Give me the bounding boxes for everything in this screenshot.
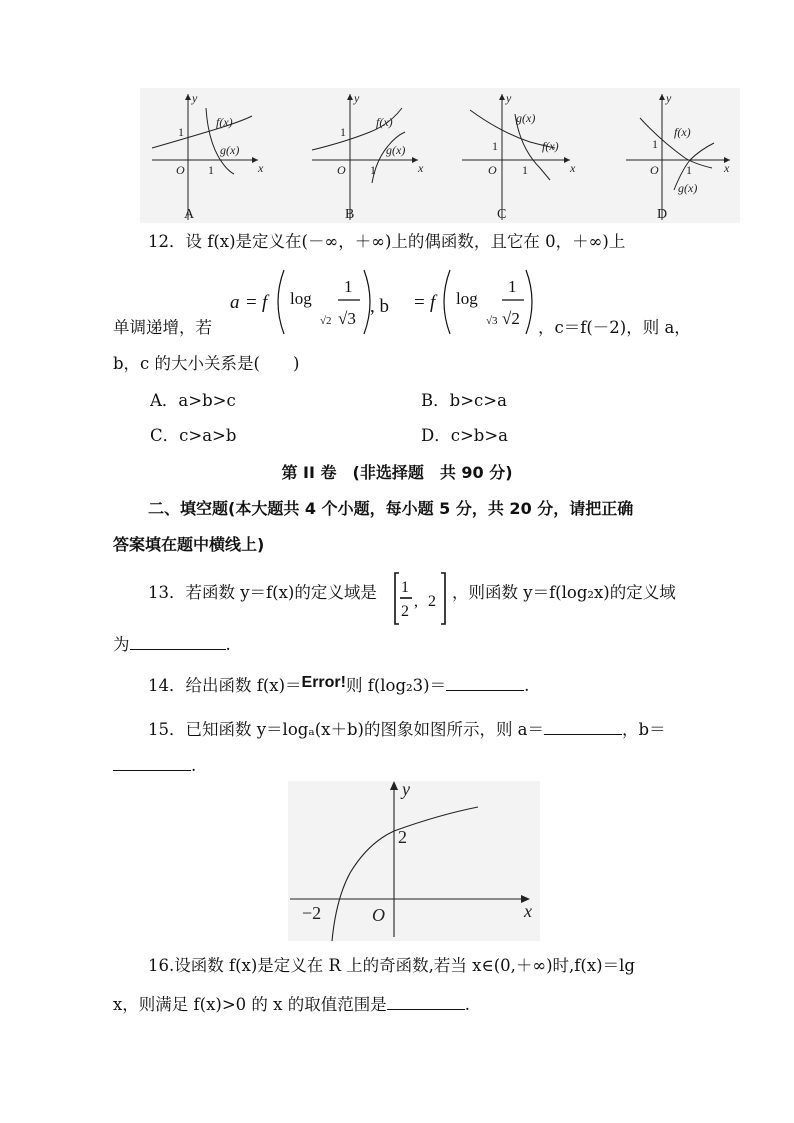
q12-option-c: C．c>a>b	[150, 426, 237, 445]
graph-b-origin: O	[337, 163, 346, 177]
graph-d-f: f(x)	[674, 125, 691, 139]
q15-neg-two-label: −2	[302, 903, 322, 923]
q15-x-label: x	[524, 901, 532, 921]
q12-option-d: D．c>b>a	[421, 426, 509, 445]
svg-text:1: 1	[344, 277, 353, 296]
q13-post: ，则函数 y＝f(log₂x)的定义域	[452, 583, 676, 602]
graph-b-one-x: 1	[370, 163, 376, 177]
graph-a-x: x	[258, 161, 264, 175]
graph-c-letter: C	[497, 207, 507, 222]
q16-line2-post: .	[464, 995, 470, 1014]
graph-d-one-y: 1	[652, 137, 658, 151]
graph-a-one-x: 1	[208, 163, 214, 177]
graph-c-x: x	[570, 161, 576, 175]
svg-text:√3: √3	[486, 315, 498, 327]
q16-line2	[113, 995, 470, 1014]
svg-text:=: =	[414, 292, 425, 313]
q14-answer-blank[interactable]	[446, 676, 524, 691]
graph-d-origin: O	[650, 163, 659, 177]
graph-c-y: y	[506, 91, 512, 105]
graph-b-y: y	[354, 91, 360, 105]
q15-graph	[288, 781, 540, 941]
svg-text:, b: , b	[370, 296, 389, 317]
svg-text:1: 1	[508, 277, 517, 296]
graph-d-letter: D	[657, 207, 668, 222]
svg-text:a: a	[230, 292, 240, 313]
graph-b-one-y: 1	[340, 125, 346, 139]
svg-text:√2: √2	[320, 315, 332, 327]
graph-b-letter: B	[345, 207, 355, 222]
graph-options-figure	[140, 88, 740, 223]
svg-text:√2: √2	[502, 309, 520, 328]
svg-text:2: 2	[428, 593, 436, 610]
graph-d-one-x: 1	[686, 163, 692, 177]
graph-b-x: x	[418, 161, 424, 175]
q13-line2: 为 .	[113, 635, 231, 654]
graph-a-origin: O	[176, 163, 185, 177]
q15-line1-mid: ，b＝	[622, 720, 666, 739]
graph-a-f: f(x)	[216, 115, 233, 129]
graph-c-g: g(x)	[516, 111, 536, 125]
q16-line2-pre: x，则满足 f(x)>0 的 x 的取值范围是	[113, 995, 387, 1014]
graph-b-f: f(x)	[376, 115, 393, 129]
q14-pre: 14．给出函数 f(x)＝	[148, 676, 302, 695]
section-heading-line2: 答案填在题中横线上)	[113, 535, 265, 554]
svg-text:2: 2	[401, 603, 409, 620]
q15-two-label: 2	[398, 827, 407, 847]
graph-c-origin: O	[488, 163, 497, 177]
q15-b-blank[interactable]	[113, 756, 191, 771]
q12-option-b: B．b>c>a	[421, 391, 507, 410]
graph-d-g: g(x)	[678, 181, 698, 195]
svg-text:1: 1	[401, 579, 409, 596]
q15-line1	[148, 720, 666, 739]
graph-d-y: y	[666, 91, 672, 105]
q15-line1-pre: 15．已知函数 y＝logₐ(x＋b)的图象如图所示，则 a＝	[148, 720, 545, 739]
q12-formula	[228, 266, 538, 338]
q14-post: 则 f(log₂3)＝	[345, 676, 447, 695]
q15-line2: .	[113, 756, 196, 775]
section-heading-line1: 二、填空题(本大题共 4 个小题，每小题 5 分，共 20 分，请把正确	[148, 499, 634, 518]
q12-line3: b，c 的大小关系是( )	[113, 354, 300, 373]
svg-text:f: f	[430, 292, 436, 313]
graph-b-g: g(x)	[386, 143, 406, 157]
graph-c-one-x: 1	[522, 163, 528, 177]
graph-a-y: y	[192, 91, 198, 105]
section-title: 第 II 卷 (非选择题 共 90 分)	[281, 463, 513, 482]
graph-a-letter: A	[184, 207, 195, 222]
q13-pre: 13．若函数 y＝f(x)的定义域是	[148, 583, 377, 602]
q16-answer-blank[interactable]	[387, 995, 465, 1010]
graph-d-x: x	[724, 161, 730, 175]
q15-origin-label: O	[372, 905, 385, 925]
q13-interval	[392, 570, 448, 628]
svg-text:√3: √3	[338, 309, 356, 328]
q12-suffix: ，c＝f(－2)，则 a，	[538, 318, 691, 337]
q13-answer-blank[interactable]	[130, 635, 226, 650]
q14-line: 14．给出函数 f(x)＝Error!则 f(log₂3)＝ .	[148, 674, 530, 695]
svg-text:=: =	[246, 292, 257, 313]
graph-c-one-y: 1	[492, 139, 498, 153]
q13-line2-text: 为	[113, 635, 130, 654]
svg-text:log: log	[456, 289, 478, 308]
svg-text:log: log	[290, 289, 312, 308]
q15-y-label: y	[402, 781, 410, 799]
svg-text:,: ,	[414, 593, 418, 610]
q16-line1: 16.设函数 f(x)是定义在 R 上的奇函数,若当 x∈(0,＋∞)时,f(x)＝lg	[148, 956, 635, 975]
graph-a-g: g(x)	[220, 143, 240, 157]
q15-a-blank[interactable]	[544, 720, 622, 735]
graph-c-f: f(x)	[542, 139, 559, 153]
q12-prefix: 单调递增，若	[113, 318, 212, 337]
q14-error: Error!	[301, 674, 346, 691]
graph-a-one-y: 1	[178, 125, 184, 139]
q12-option-a: A．a>b>c	[150, 391, 236, 410]
svg-text:f: f	[262, 292, 268, 313]
q12-line1: 12．设 f(x)是定义在(－∞，＋∞)上的偶函数，且它在 0，＋∞)上	[148, 232, 626, 251]
